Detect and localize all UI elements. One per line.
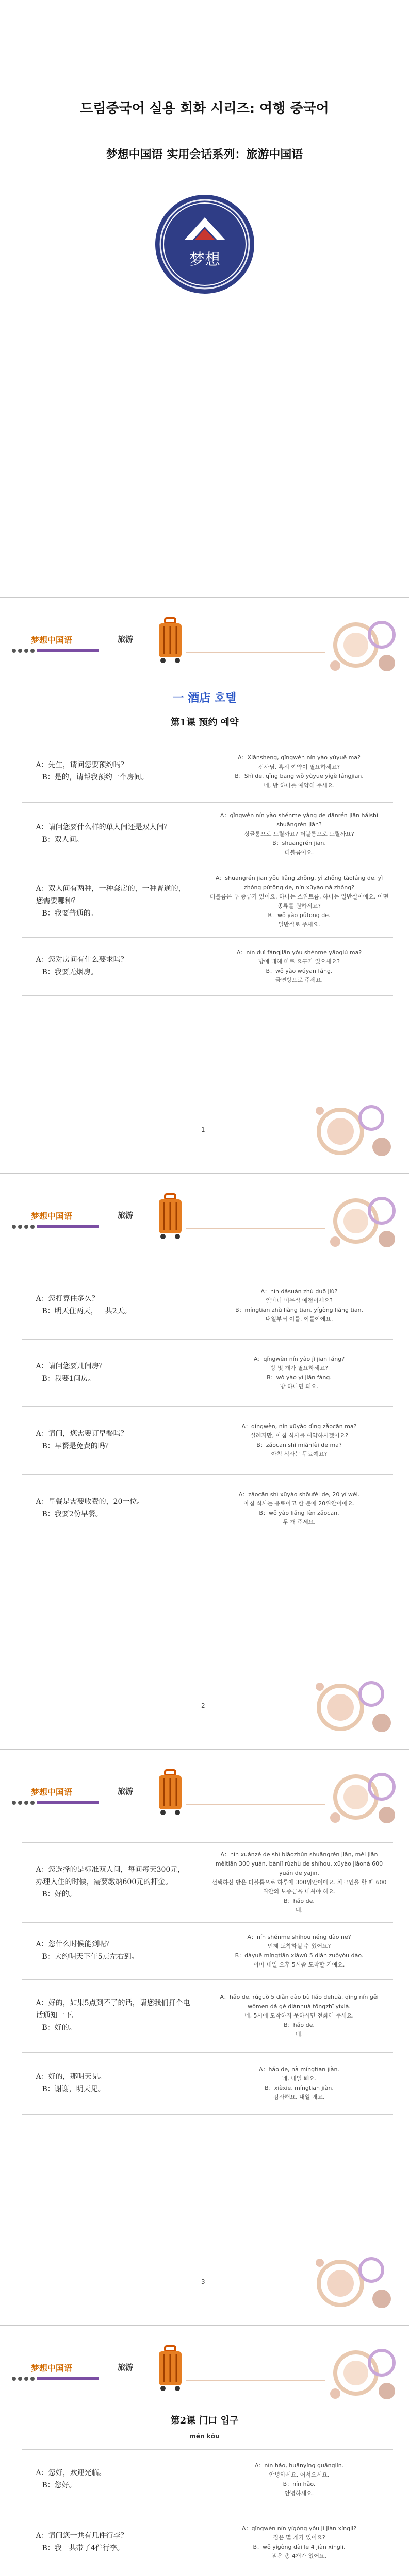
header-dots-icon xyxy=(11,2376,99,2381)
korean-cell xyxy=(205,1272,393,1339)
page-footer xyxy=(0,1676,409,1749)
header-travel: 旅游 xyxy=(118,2363,134,2372)
pinyin-a: A：hǎo de, nà míngtiān jiàn. xyxy=(258,2065,340,2073)
suitcase-icon xyxy=(155,1767,186,1816)
line-a: A：请问您一共有几件行李？ xyxy=(36,2532,128,2540)
korean-cell xyxy=(205,1980,393,2052)
korean-b: 더블룸이요. xyxy=(284,849,314,856)
chinese-cell xyxy=(22,2510,205,2575)
decor-circles-icon xyxy=(309,2252,402,2314)
header-travel: 旅游 xyxy=(118,1211,134,1220)
line-b: B：我要普通的。 xyxy=(42,909,98,918)
line-b: B：谢谢，明天见。 xyxy=(42,2085,105,2093)
korean-b: 아침 식사는 무료예요? xyxy=(271,1451,328,1458)
pinyin-b: B：hǎo de. xyxy=(284,1897,315,1905)
korean-b: 네. xyxy=(295,2031,303,2038)
korean-b: 일반실로 주세요. xyxy=(278,921,320,928)
dialogue-row xyxy=(22,1340,393,1407)
dialogue-row xyxy=(22,1407,393,1475)
header-rule xyxy=(186,2380,325,2381)
pinyin-b: B：nín hǎo. xyxy=(283,2481,316,2487)
line-a: A：您选择的是标准双人间，每间每天300元，办理入住的时候，需要缴纳600元的押金。 xyxy=(36,1866,185,1887)
dialogue-row xyxy=(22,1842,393,1923)
korean-b: 감사해요, 내일 봬요. xyxy=(273,2094,325,2101)
pinyin-b: B：wǒ yígòng dài le 4 jiàn xíngli. xyxy=(253,2544,346,2550)
dialogue-row xyxy=(22,2510,393,2575)
content-page-2 xyxy=(0,1174,409,1749)
dialogue-row xyxy=(22,2053,393,2115)
korean-b: 네. xyxy=(295,1907,303,1914)
lesson-subtitle: mén kǒu xyxy=(189,2433,220,2440)
header-travel: 旅游 xyxy=(118,635,134,644)
korean-a: 짐은 몇 개가 있어요? xyxy=(273,2534,325,2541)
page-header xyxy=(0,1764,409,1821)
pinyin-b: B：dàyuē míngtiān xiàwǔ 5 diǎn zuǒyòu dào. xyxy=(235,1952,364,1959)
header-travel: 旅游 xyxy=(118,1787,134,1796)
korean-a: 방 몇 개가 필요하세요? xyxy=(270,1364,328,1371)
dialogue-row xyxy=(22,803,393,866)
chinese-title: 梦想中国语 实用会话系列：旅游中国语 xyxy=(106,148,303,161)
page-number: 2 xyxy=(201,1702,205,1709)
line-b: B：是的，请帮我预约一个房间。 xyxy=(42,773,149,782)
korean-a: 더블룸은 두 종류가 있어요. 하나는 스위트룸, 하나는 일반실이에요. 어떤 종류를 원하세요? xyxy=(209,893,389,909)
header-brand: 梦想中国语 xyxy=(31,2363,73,2373)
korean-a: 아침 식사는 유료이고 한 분에 20위안이에요. xyxy=(243,1500,355,1507)
header-brand: 梦想中国语 xyxy=(31,1787,73,1797)
korean-b: 금연방으로 주세요. xyxy=(275,977,323,984)
korean-a: 선택하신 방은 더블룸으로 하루에 300위안이에요. 체크인을 할 때 600위안의 보증금을 내셔야 해요. xyxy=(211,1878,387,1895)
korean-cell xyxy=(205,741,393,802)
page-number: 1 xyxy=(201,1126,205,1133)
chinese-cell xyxy=(22,1407,205,1474)
korean-cell xyxy=(205,938,393,995)
pinyin-a: A：qǐngwèn nín yào jǐ jiān fáng? xyxy=(253,1355,345,1362)
korean-a: 네, 내일 봬요. xyxy=(282,2075,317,2082)
korean-cell xyxy=(205,803,393,866)
korean-a: 신사님, 혹시 예약이 필요하세요? xyxy=(258,763,340,770)
line-b: B：我要2份早餐。 xyxy=(42,1510,103,1518)
dialogue-row xyxy=(22,1980,393,2053)
cover-page xyxy=(0,0,409,597)
pinyin-b: B：wǒ yào yì jiān fáng. xyxy=(267,1374,332,1381)
page-footer xyxy=(0,2252,409,2325)
korean-b: 안녕하세요. xyxy=(284,2490,314,2497)
line-b: B：我要1间房。 xyxy=(42,1375,95,1383)
chinese-cell xyxy=(22,1980,205,2052)
header-brand: 梦想中国语 xyxy=(31,635,73,645)
page-header xyxy=(0,1188,409,1245)
line-a: A：您什么时候能到呢？ xyxy=(36,1940,113,1949)
page-number: 3 xyxy=(201,2278,205,2285)
dialogue-row xyxy=(22,1475,393,1543)
chinese-cell xyxy=(22,741,205,802)
content-page-3 xyxy=(0,1750,409,2325)
dialogue-row xyxy=(22,2449,393,2510)
dialogue-row xyxy=(22,938,393,996)
line-b: B：明天住两天，一共2天。 xyxy=(42,1307,132,1315)
korean-b: 짐은 총 4개가 있어요. xyxy=(272,2553,326,2560)
line-a: A：先生，请问您要预约吗？ xyxy=(36,761,128,770)
line-b: B：好的。 xyxy=(42,2023,76,2032)
korean-a: 네, 5시에 도착하지 못하시면 전화해 주세요. xyxy=(244,2012,354,2019)
korean-a: 얼마나 머무실 예정이세요? xyxy=(266,1297,333,1304)
korean-cell xyxy=(205,866,393,937)
header-rule xyxy=(186,1228,325,1229)
line-a: A：好的，那明天见。 xyxy=(36,2073,106,2081)
line-a: A：早餐是需要收费的，20一位。 xyxy=(36,1498,144,1506)
chinese-cell xyxy=(22,938,205,995)
page-header xyxy=(0,612,409,669)
line-b: B：我要无烟房。 xyxy=(42,968,98,976)
korean-b: 아마 내일 오후 5시쯤 도착할 거예요. xyxy=(253,1961,345,1969)
line-b: B：好的。 xyxy=(42,1890,76,1899)
logo-text: 梦想 xyxy=(189,251,220,269)
korean-b: 방 하나면 돼요. xyxy=(280,1383,319,1391)
line-a: A：您打算住多久？ xyxy=(36,1295,99,1303)
korean-a: 방에 대해 따로 요구가 있으세요? xyxy=(258,958,340,965)
content-page-4 xyxy=(0,2326,409,2576)
pinyin-a: A：qǐngwèn, nín xūyào dìng zǎocān ma? xyxy=(241,1422,357,1430)
pinyin-b: B：zǎocān shì miǎnfèi de ma? xyxy=(256,1442,342,1448)
korean-cell xyxy=(205,2053,393,2114)
korean-cell xyxy=(205,1407,393,1474)
page-header xyxy=(0,2340,409,2397)
line-b: B：大约明天下午5点左右到。 xyxy=(42,1953,139,1961)
pinyin-a: A：nín duì fángjiān yǒu shénme yāoqiú ma? xyxy=(236,948,362,956)
chinese-cell xyxy=(22,1923,205,1979)
lesson-title: 第2课 门口 입구 xyxy=(170,2415,239,2426)
pinyin-a: A：nín dǎsuàn zhù duō jiǔ? xyxy=(260,1287,338,1295)
line-b: B：早餐是免费的吗？ xyxy=(42,1442,112,1450)
pinyin-a: A：nín xuǎnzé de shì biāozhǔn shuāngrén jiān, měi jiān měitiān 300 yuán, bànlǐ rùzhù de shíhou, xūyào jiǎonà 600 yuán de yājīn. xyxy=(215,1851,383,1876)
decor-circles-icon xyxy=(309,1100,402,1162)
suitcase-icon xyxy=(155,615,186,664)
korean-a: 안녕하세요, 어서오세요. xyxy=(269,2471,330,2478)
chinese-cell xyxy=(22,1340,205,1406)
dialogue-row xyxy=(22,1923,393,1980)
dialogue-table xyxy=(22,1272,393,1543)
decor-circles-icon xyxy=(309,1676,402,1738)
chinese-cell xyxy=(22,1475,205,1543)
pinyin-a: A：qǐngwèn nín yào shénme yàng de dānrén jiān háishì shuāngrén jiān? xyxy=(220,811,379,828)
korean-cell xyxy=(205,2450,393,2510)
pinyin-a: A：zǎocān shì xūyào shōufèi de, 20 yí wèi. xyxy=(238,1490,360,1498)
decor-circles-icon xyxy=(315,1190,402,1252)
header-rule xyxy=(186,1804,325,1805)
header-rule xyxy=(186,652,325,653)
line-b: B：我一共带了4件行李。 xyxy=(42,2544,124,2552)
chinese-cell xyxy=(22,866,205,937)
korean-b: 네, 방 하나를 예약해 주세요. xyxy=(264,782,335,789)
chinese-cell xyxy=(22,2450,205,2510)
korean-b: 내일부터 이틀, 이틀이에요. xyxy=(265,1316,333,1323)
korean-cell xyxy=(205,1340,393,1406)
decor-circles-icon xyxy=(315,614,402,676)
korean-cell xyxy=(205,1923,393,1979)
pinyin-a: A：hǎo de, rúguǒ 5 diǎn dào bù liǎo dehuà, qǐng nín gěi wǒmen dǎ gè diànhuà tōngzhī yíxià. xyxy=(220,1993,379,2010)
pinyin-b: B：shuāngrén jiān. xyxy=(272,840,326,847)
decor-circles-icon xyxy=(315,2342,402,2404)
korean-a: 싱글룸으로 드릴까요? 더블룸으로 드릴까요? xyxy=(244,830,354,837)
header-dots-icon xyxy=(11,1224,99,1229)
header-brand: 梦想中国语 xyxy=(31,1211,73,1221)
page-footer xyxy=(0,1100,409,1173)
content-page-1 xyxy=(0,598,409,1173)
line-a: A：双人间有两种，一种套房的，一种普通的，您需要哪种？ xyxy=(36,885,186,906)
line-a: A：请问您要几间房？ xyxy=(36,1362,106,1371)
chinese-cell xyxy=(22,2053,205,2114)
dialogue-row xyxy=(22,1272,393,1340)
line-a: A：请问，您需要订早餐吗？ xyxy=(36,1430,128,1438)
pinyin-a: A：shuāngrén jiān yǒu liǎng zhǒng, yì zhǒng tàofáng de, yì zhǒng pǔtōng de, nín xūyào nǎ zhǒng? xyxy=(215,874,383,891)
korean-b: 두 개 주세요. xyxy=(283,1519,316,1526)
suitcase-icon xyxy=(155,2343,186,2392)
pinyin-b: B：xièxie, míngtiān jiàn. xyxy=(265,2084,334,2091)
header-dots-icon xyxy=(11,1800,99,1805)
dialogue-row xyxy=(22,866,393,938)
pinyin-b: B：wǒ yào pǔtōng de. xyxy=(268,912,331,919)
header-dots-icon xyxy=(11,648,99,653)
chinese-cell xyxy=(22,1272,205,1339)
dialogue-table xyxy=(22,2449,393,2576)
logo-seal xyxy=(153,193,256,296)
chinese-cell xyxy=(22,803,205,866)
pinyin-a: A：nín hǎo, huānyíng guānglín. xyxy=(254,2462,344,2469)
line-a: A：您对房间有什么要求吗？ xyxy=(36,956,128,964)
dialogue-row xyxy=(22,741,393,803)
dialogue-table xyxy=(22,1842,393,2115)
section-title: 一 酒店 호텔 xyxy=(172,691,237,705)
decor-circles-icon xyxy=(315,1766,402,1828)
line-a: A：好的，如果5点到不了的话，请您我们打个电话通知一下。 xyxy=(36,1999,190,2020)
pinyin-a: A：qǐngwèn nín yígòng yǒu jǐ jiàn xíngli? xyxy=(241,2524,357,2532)
korean-cell xyxy=(205,2510,393,2575)
pinyin-b: B：wǒ yào wúyān fáng. xyxy=(266,968,333,974)
korean-cell xyxy=(205,1475,393,1543)
dialogue-table xyxy=(22,741,393,996)
line-b: B：双人间。 xyxy=(42,836,84,844)
line-a: A：请问您要什么样的单人间还是双人间？ xyxy=(36,823,171,832)
lesson-title: 第1课 预约 예약 xyxy=(170,717,239,728)
korean-a: 언제 도착하실 수 있어요? xyxy=(267,1942,331,1950)
chinese-cell xyxy=(22,1843,205,1922)
suitcase-icon xyxy=(155,1191,186,1240)
korean-cell xyxy=(205,1843,393,1922)
pinyin-b: B：wǒ yào liǎng fèn zǎocān. xyxy=(259,1510,339,1516)
pinyin-a: A：nín shénme shíhou néng dào ne? xyxy=(247,1933,351,1940)
pinyin-a: A：Xiānsheng, qǐngwèn nín yào yùyuē ma? xyxy=(238,754,361,761)
pinyin-b: B：Shì de, qǐng bāng wǒ yùyuē yígè fángjiān. xyxy=(235,773,364,779)
line-b: B：您好。 xyxy=(42,2481,76,2489)
line-a: A：您好，欢迎光临。 xyxy=(36,2469,106,2478)
korean-title: 드림중국어 실용 회화 시리즈: 여행 중국어 xyxy=(80,101,329,116)
pinyin-b: B：míngtiān zhù liǎng tiān, yígòng liǎng tiān. xyxy=(235,1307,364,1313)
korean-a: 실례지만, 아침 식사를 예약하시겠어요? xyxy=(250,1432,348,1439)
pinyin-b: B：hǎo de. xyxy=(284,2022,315,2029)
